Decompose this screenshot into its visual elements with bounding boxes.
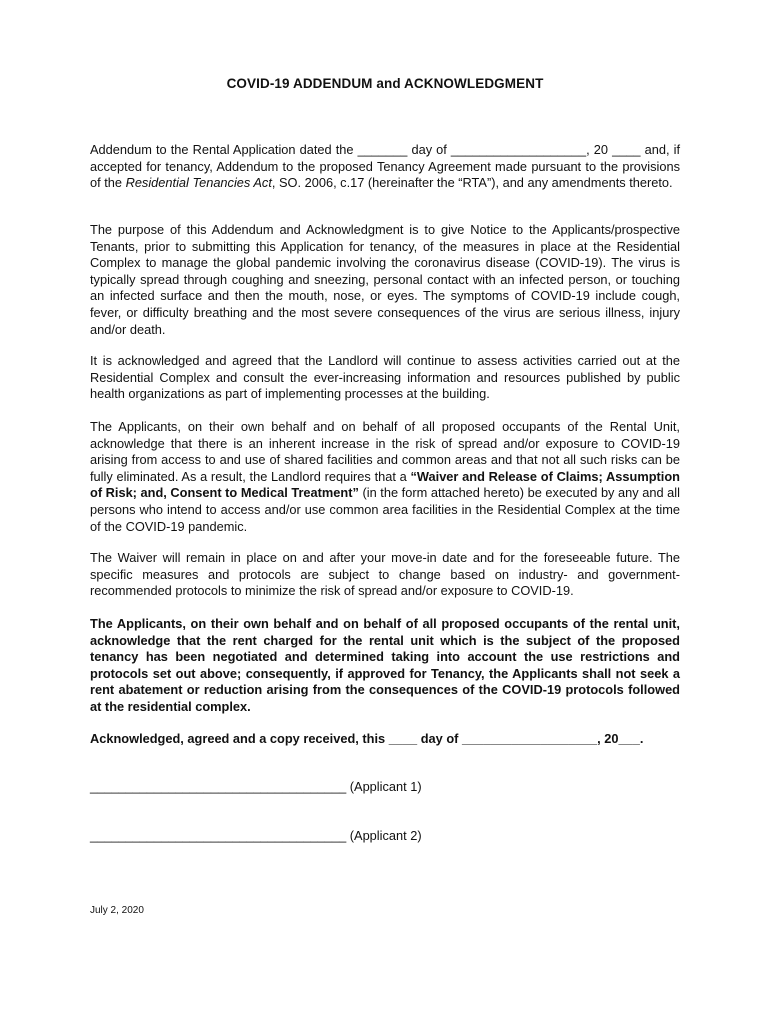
paragraph-risk-end: (in the form attached hereto) be executed by any and all persons who intend to access and/or use common area facilities in the Residential Complex at the time of the COVID-19 pandemic. (90, 485, 680, 534)
paragraph-addendum-intro (90, 142, 680, 192)
signature-line-applicant-2: ____________________________________ (Applicant 2) (90, 828, 422, 843)
act-name: Residential Tenancies Act (125, 175, 272, 191)
acknowledgment-line: Acknowledged, agreed and a copy received, this ____ day of ___________________, 20___. (90, 731, 644, 746)
signature-line-applicant-1: ____________________________________ (Applicant 1) (90, 779, 422, 794)
waiver-title: “Waiver and Release of Claims; Assumption of Risk; and, Consent to Medical Treatment” (90, 468, 680, 501)
paragraph-risk-start: The Applicants, on their own behalf and on behalf of all proposed occupants of the Rental Unit, acknowledge that there is an inherent increase in the risk of spread and/or exposure to COVID-19 arising from access to and use of shared facilities and common areas and that not all such risks can be fully eliminated. As a result, the Landlord requires that a (90, 419, 680, 484)
paragraph-purpose: The purpose of this Addendum and Acknowledgment is to give Notice to the Applicants/prospective Tenants, prior to submitting this Application for tenancy, of the measures in place at the Residential Complex to manage the global pandemic involving the coronavirus disease (COVID-19). The virus is typically spread through coughing and sneezing, personal contact with an infected person, or touching an infected surface and then the mouth, nose, or eyes. The symptoms of COVID-19 include cough, fever, or difficulty breathing and the most severe consequences of the virus are serious illness, injury and/or death. (90, 222, 680, 337)
document-title: COVID-19 ADDENDUM and ACKNOWLEDGMENT (226, 76, 544, 91)
paragraph-addendum-intro-end: , SO. 2006, c.17 (hereinafter the “RTA”), and any amendments thereto. (271, 175, 673, 191)
footer-date: July 2, 2020 (90, 905, 144, 916)
paragraph-rent-acknowledgment: The Applicants, on their own behalf and on behalf of all proposed occupants of the rental unit, acknowledge that the rent charged for the rental unit which is the subject of the proposed tenancy has been negotiated and determined taking into account the use restrictions and protocols set out above; consequently, if approved for Tenancy, the Applicants shall not seek a rent abatement or reduction arising from the consequences of the COVID-19 protocols followed at the residential complex. (90, 616, 680, 714)
paragraph-risk-acknowledgment (90, 419, 680, 535)
paragraph-addendum-intro-start: Addendum to the Rental Application dated the _______ day of ___________________, 20 ____ and, if accepted for tenancy, Addendum to the proposed Tenancy Agreement made pursuant to the provisions of the (90, 142, 680, 191)
paragraph-waiver-duration: The Waiver will remain in place on and after your move-in date and for the foreseeable future. The specific measures and protocols are subject to change based on industry- and government-recommended protocols to minimize the risk of spread and/or exposure to COVID-19. (90, 550, 680, 599)
paragraph-landlord-assessment: It is acknowledged and agreed that the Landlord will continue to assess activities carried out at the Residential Complex and consult the ever-increasing information and resources published by public health organizations as part of implementing processes at the building. (90, 353, 680, 402)
